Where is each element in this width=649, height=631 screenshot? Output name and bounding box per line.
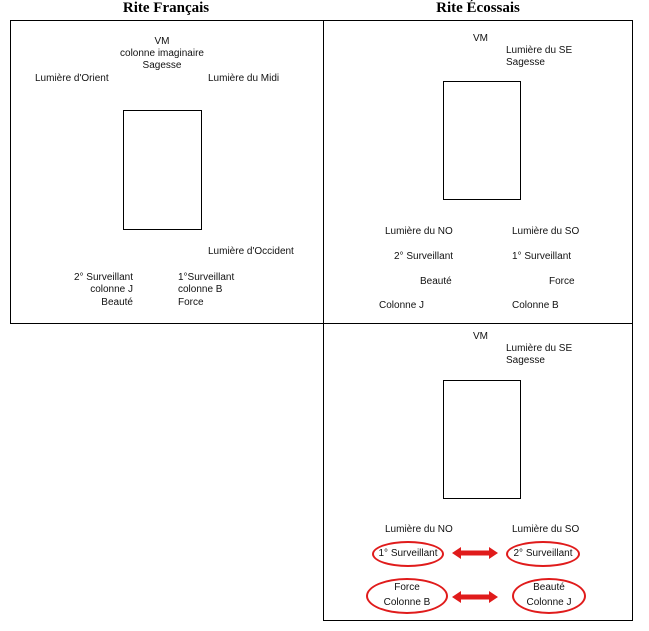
label-colonne-j: Colonne J [526,597,572,608]
swap-arrow-colonnes [452,590,498,604]
swap-arrow-surveillants [452,546,498,560]
label-1-surveillant: 1° Surveillant [512,251,572,262]
label-colonne-j: Colonne J [379,300,425,311]
label-sagesse: Sagesse [506,57,545,68]
label-vm: VM [154,36,170,47]
label-sagesse: Sagesse [506,355,545,366]
label-force: Force [394,582,420,593]
label-force: Force [178,297,204,308]
label-lumiere-so: Lumière du SO [512,226,580,237]
label-lumiere-so: Lumière du SO [512,524,580,535]
label-colonne-b: colonne B [178,284,223,295]
label-colonne-imaginaire: colonne imaginaire [120,48,204,59]
label-1-surveillant: 1° Surveillant [378,548,438,559]
label-vm: VM [473,331,488,342]
lodge-rectangle [123,110,202,230]
label-colonne-j: colonne J [90,284,133,295]
label-beaute: Beauté [420,276,452,287]
label-lumiere-midi: Lumière du Midi [208,73,280,84]
label-beaute: Beauté [101,297,133,308]
label-colonne-b: Colonne B [383,597,431,608]
label-2-surveillant: 2° Surveillant [394,251,454,262]
label-lumiere-occident: Lumière d'Occident [208,246,294,257]
label-lumiere-se: Lumière du SE [506,45,573,56]
label-2-surveillant: 2° Surveillant [513,548,573,559]
label-vm: VM [473,33,488,44]
lodge-rectangle [443,380,521,499]
label-2-surveillant: 2° Surveillant [73,272,133,283]
label-colonne-b: Colonne B [512,300,559,311]
lodge-rectangle [443,81,521,200]
label-1-surveillant: 1°Surveillant [178,272,235,283]
label-lumiere-no: Lumière du NO [385,226,453,237]
label-lumiere-no: Lumière du NO [385,524,453,535]
header-rite-francais: Rite Français [122,0,210,16]
label-sagesse: Sagesse [142,60,182,71]
header-rite-ecossais: Rite Écossais [436,0,520,16]
label-lumiere-se: Lumière du SE [506,343,573,354]
label-lumiere-orient: Lumière d'Orient [35,73,109,84]
label-force: Force [549,276,575,287]
label-beaute: Beauté [533,582,565,593]
